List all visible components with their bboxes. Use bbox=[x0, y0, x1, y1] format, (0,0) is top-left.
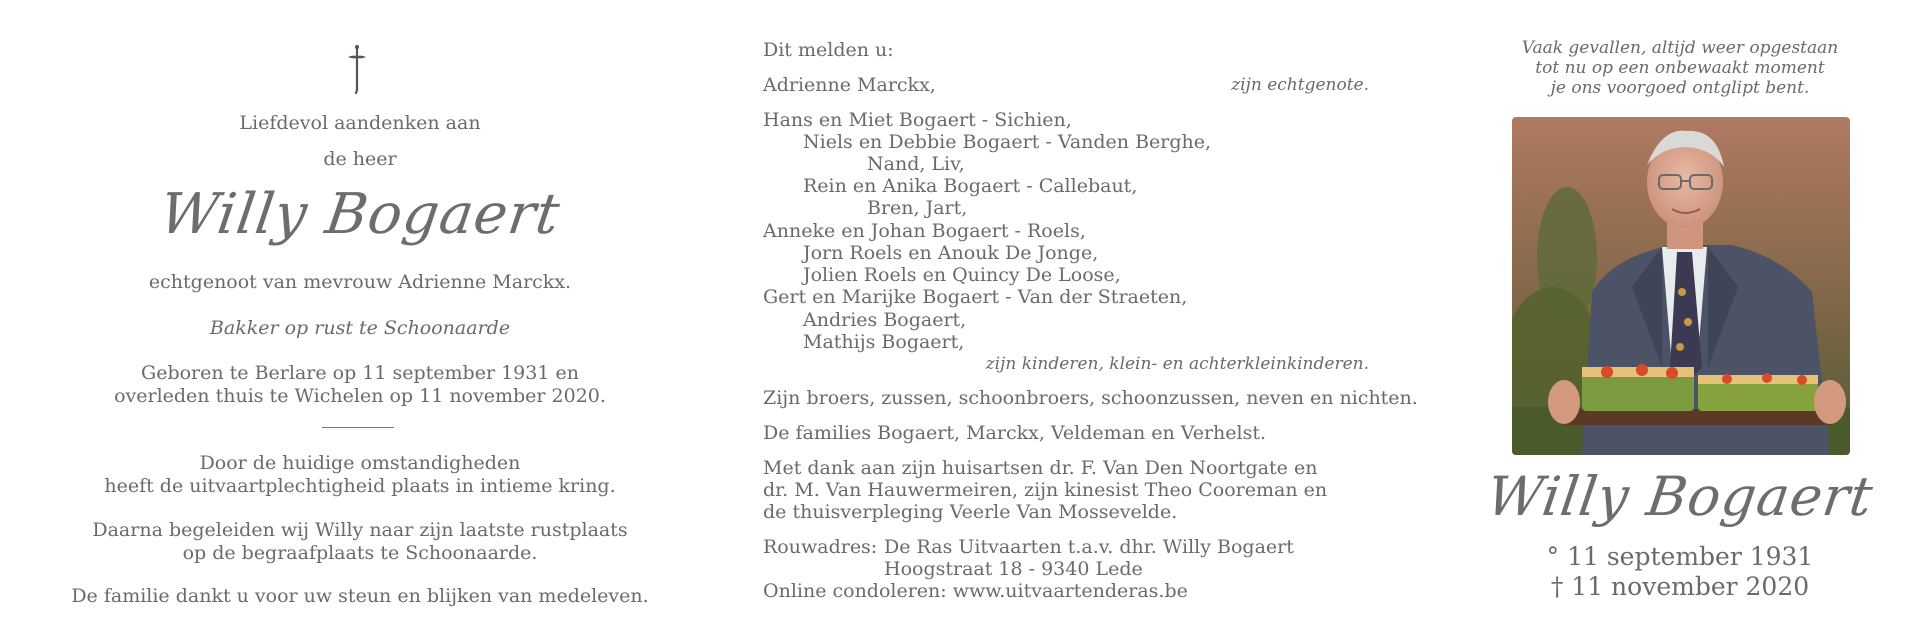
spouse-text: echtgenoot van mevrouw Adrienne Marckx. bbox=[148, 271, 572, 293]
burial-line-1: Daarna begeleiden wij Willy naar zijn laatste rustplaats bbox=[92, 519, 628, 541]
occupation-text: Bakker op rust te Schoonaarde bbox=[209, 317, 511, 339]
ceremony-line-1: Door de huidige omstandigheden bbox=[199, 452, 521, 474]
deceased-name: Willy Bogaert bbox=[155, 182, 565, 247]
online-condolence-link[interactable]: Online condoleren: www.uitvaartenderas.be bbox=[763, 580, 1188, 602]
thanks-line-1: Met dank aan zijn huisartsen dr. F. Van Den Noortgate en bbox=[763, 457, 1318, 479]
families-text: De families Bogaert, Marckx, Veldeman en Verhelst. bbox=[763, 422, 1267, 444]
family-line: Nand, Liv, bbox=[867, 153, 965, 175]
title-text: de heer bbox=[323, 148, 397, 170]
wife-role: zijn echtgenote. bbox=[1231, 75, 1369, 95]
family-line: Hans en Miet Bogaert - Sichien, bbox=[763, 109, 1072, 131]
died-text: overleden thuis te Wichelen op 11 november 2020. bbox=[114, 385, 606, 407]
family-line: Anneke en Johan Bogaert - Roels, bbox=[763, 220, 1086, 242]
siblings-text: Zijn broers, zussen, schoonbroers, schoonzussen, neven en nichten. bbox=[763, 387, 1418, 409]
announce-text: Dit melden u: bbox=[763, 39, 894, 61]
family-line: Jolien Roels en Quincy De Loose, bbox=[803, 264, 1121, 286]
children-role: zijn kinderen, klein- en achterkleinkinderen. bbox=[985, 354, 1369, 374]
poem-line-2: tot nu op een onbewaakt moment bbox=[1535, 58, 1825, 78]
middle-panel bbox=[763, 0, 1418, 642]
divider bbox=[322, 427, 394, 428]
thanks-line-2: dr. M. Van Hauwermeiren, zijn kinesist Theo Cooreman en bbox=[763, 479, 1328, 501]
family-line: Mathijs Bogaert, bbox=[803, 331, 965, 353]
family-line: Bren, Jart, bbox=[867, 197, 968, 219]
deceased-name-photo: Willy Bogaert bbox=[1482, 465, 1878, 528]
born-text: Geboren te Berlare op 11 september 1931 en bbox=[141, 362, 579, 384]
left-panel bbox=[60, 0, 660, 642]
address-line-2: Hoogstraat 18 - 9340 Lede bbox=[884, 558, 1143, 580]
address-label: Rouwadres: bbox=[763, 536, 878, 558]
burial-line-2: op de begraafplaats te Schoonaarde. bbox=[182, 542, 538, 564]
right-panel bbox=[1480, 0, 1880, 642]
thanks-line-3: de thuisverpleging Veerle Van Mossevelde. bbox=[763, 501, 1178, 523]
family-line: Andries Bogaert, bbox=[803, 309, 967, 331]
family-line: Niels en Debbie Bogaert - Vanden Berghe, bbox=[803, 131, 1212, 153]
birth-date: ° 11 september 1931 bbox=[1546, 542, 1814, 571]
ceremony-line-2: heeft de uitvaartplechtigheid plaats in intieme kring. bbox=[104, 475, 616, 497]
portrait-photo bbox=[1512, 117, 1850, 455]
death-date: † 11 november 2020 bbox=[1550, 572, 1810, 601]
poem-line-1: Vaak gevallen, altijd weer opgestaan bbox=[1521, 38, 1839, 58]
intro-text: Liefdevol aandenken aan bbox=[239, 112, 481, 134]
family-line: Jorn Roels en Anouk De Jonge, bbox=[803, 242, 1099, 264]
poem-line-3: je ons voorgoed ontglipt bent. bbox=[1550, 78, 1810, 98]
family-line: Rein en Anika Bogaert - Callebaut, bbox=[803, 175, 1138, 197]
family-thanks: De familie dankt u voor uw steun en blijken van medeleven. bbox=[71, 585, 649, 607]
address-line-1: De Ras Uitvaarten t.a.v. dhr. Willy Bogaert bbox=[884, 536, 1294, 558]
cross-icon bbox=[342, 44, 372, 94]
family-line: Gert en Marijke Bogaert - Van der Straeten, bbox=[763, 286, 1188, 308]
wife-name: Adrienne Marckx, bbox=[763, 74, 936, 96]
